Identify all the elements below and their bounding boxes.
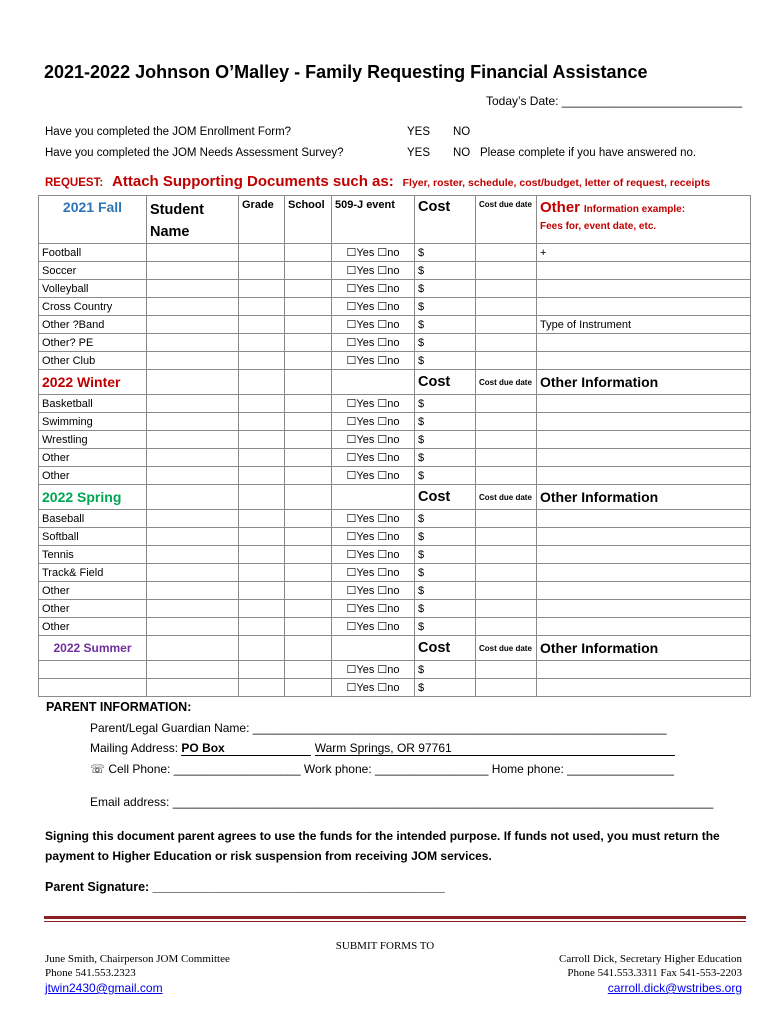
student-name-cell[interactable] bbox=[147, 618, 239, 636]
grade-cell[interactable] bbox=[239, 600, 285, 618]
table-row bbox=[39, 582, 751, 600]
activity-name: Other Club bbox=[39, 352, 147, 370]
student-name-cell[interactable] bbox=[147, 467, 239, 485]
table-row bbox=[39, 316, 751, 334]
answer-yes[interactable]: YES bbox=[407, 126, 431, 138]
right-contact-email[interactable]: carroll.dick@wstribes.org bbox=[607, 981, 742, 995]
event-checkbox[interactable]: ☐Yes ☐no bbox=[332, 449, 415, 467]
table-row bbox=[39, 244, 751, 262]
cost-cell[interactable]: $ bbox=[415, 510, 476, 528]
cost-cell[interactable]: $ bbox=[415, 467, 476, 485]
cost-cell[interactable]: $ bbox=[415, 600, 476, 618]
activity-name: Basketball bbox=[39, 395, 147, 413]
other-info-cell[interactable] bbox=[537, 413, 751, 431]
grade-cell[interactable] bbox=[239, 679, 285, 697]
event-checkbox[interactable]: ☐Yes ☐no bbox=[332, 334, 415, 352]
student-name-cell[interactable] bbox=[147, 528, 239, 546]
other-info-cell[interactable] bbox=[537, 431, 751, 449]
student-name-cell[interactable] bbox=[147, 298, 239, 316]
other-info-cell[interactable] bbox=[537, 528, 751, 546]
cost-cell[interactable]: $ bbox=[415, 395, 476, 413]
event-checkbox[interactable]: ☐Yes ☐no bbox=[332, 244, 415, 262]
cost-due-cell[interactable] bbox=[476, 298, 537, 316]
other-info-cell[interactable] bbox=[537, 467, 751, 485]
other-info-cell[interactable] bbox=[537, 582, 751, 600]
cost-cell[interactable]: $ bbox=[415, 679, 476, 697]
other-info-cell[interactable] bbox=[537, 449, 751, 467]
school-cell[interactable] bbox=[285, 298, 332, 316]
school-cell[interactable] bbox=[285, 280, 332, 298]
activity-name: Soccer bbox=[39, 262, 147, 280]
answer-no[interactable]: NO bbox=[453, 126, 471, 138]
table-row bbox=[39, 334, 751, 352]
cost-due-cell[interactable] bbox=[476, 510, 537, 528]
student-name-cell[interactable] bbox=[147, 352, 239, 370]
cost-header: Cost bbox=[415, 196, 476, 244]
cost-cell[interactable]: $ bbox=[415, 334, 476, 352]
activity-name: Other bbox=[39, 582, 147, 600]
school-cell[interactable] bbox=[285, 679, 332, 697]
cost-cell[interactable]: $ bbox=[415, 298, 476, 316]
table-row bbox=[39, 298, 751, 316]
event-checkbox[interactable]: ☐Yes ☐no bbox=[332, 431, 415, 449]
student-name-cell[interactable] bbox=[147, 431, 239, 449]
right-contact-name: Carroll Dick, Secretary Higher Education bbox=[559, 953, 742, 965]
cost-due-cell[interactable] bbox=[476, 352, 537, 370]
guardian-name-field[interactable]: Parent/Legal Guardian Name: ______________________________________________________________ bbox=[90, 721, 667, 735]
page-title: 2021-2022 Johnson O’Malley - Family Requesting Financial Assistance bbox=[44, 62, 648, 82]
answer-yes[interactable]: YES bbox=[407, 147, 431, 159]
event-checkbox[interactable]: ☐Yes ☐no bbox=[332, 546, 415, 564]
grade-cell[interactable] bbox=[239, 582, 285, 600]
cost-due-cell[interactable] bbox=[476, 244, 537, 262]
other-info-cell[interactable] bbox=[537, 618, 751, 636]
activity-name: Swimming bbox=[39, 413, 147, 431]
event-checkbox[interactable]: ☐Yes ☐no bbox=[332, 528, 415, 546]
season-fall-label: 2021 Fall bbox=[39, 196, 147, 244]
grade-cell[interactable] bbox=[239, 510, 285, 528]
cost-due-cell[interactable] bbox=[476, 280, 537, 298]
table-row bbox=[39, 449, 751, 467]
email-field[interactable]: Email address: _________________________________________________________________________________ bbox=[90, 795, 714, 809]
season-summer-label: 2022 Summer bbox=[39, 636, 147, 661]
event-checkbox[interactable]: ☐Yes ☐no bbox=[332, 618, 415, 636]
cost-cell[interactable]: $ bbox=[415, 564, 476, 582]
activity-name: Cross Country bbox=[39, 298, 147, 316]
school-cell[interactable] bbox=[285, 262, 332, 280]
activity-name: Softball bbox=[39, 528, 147, 546]
student-name-cell[interactable] bbox=[147, 582, 239, 600]
question-enrollment: Have you completed the JOM Enrollment Form? bbox=[45, 126, 292, 138]
cost-cell[interactable]: $ bbox=[415, 431, 476, 449]
event-header: 509-J event bbox=[332, 196, 415, 244]
spring-header-row bbox=[39, 485, 751, 510]
other-info-cell[interactable]: + bbox=[537, 244, 751, 262]
school-cell[interactable] bbox=[285, 352, 332, 370]
grade-cell[interactable] bbox=[239, 449, 285, 467]
table-row bbox=[39, 679, 751, 697]
other-info-header: Other Information bbox=[537, 370, 751, 395]
grade-cell[interactable] bbox=[239, 618, 285, 636]
table-row bbox=[39, 352, 751, 370]
school-cell[interactable] bbox=[285, 546, 332, 564]
grade-cell[interactable] bbox=[239, 546, 285, 564]
table-row bbox=[39, 431, 751, 449]
right-contact-phone: Phone 541.553.3311 Fax 541-553-2203 bbox=[567, 966, 742, 979]
grade-cell[interactable] bbox=[239, 352, 285, 370]
event-checkbox[interactable]: ☐Yes ☐no bbox=[332, 679, 415, 697]
table-row bbox=[39, 280, 751, 298]
table-row bbox=[39, 510, 751, 528]
cost-due-cell[interactable] bbox=[476, 600, 537, 618]
footer-right bbox=[559, 953, 742, 996]
request-examples: Flyer, roster, schedule, cost/budget, letter of request, receipts bbox=[402, 177, 711, 189]
left-contact-phone: Phone 541.553.2323 bbox=[45, 966, 136, 979]
activity-name: Other ?Band bbox=[39, 316, 147, 334]
student-name-cell[interactable] bbox=[147, 661, 239, 679]
cost-due-header: Cost due date bbox=[476, 196, 537, 244]
season-winter-label: 2022 Winter bbox=[39, 370, 147, 395]
left-contact-name: June Smith, Chairperson JOM Committee bbox=[45, 953, 230, 965]
activity-name: Other? PE bbox=[39, 334, 147, 352]
cost-due-cell[interactable] bbox=[476, 679, 537, 697]
table-row bbox=[39, 413, 751, 431]
grade-cell[interactable] bbox=[239, 316, 285, 334]
grade-cell[interactable] bbox=[239, 298, 285, 316]
footer-divider bbox=[44, 921, 746, 922]
event-checkbox[interactable]: ☐Yes ☐no bbox=[332, 661, 415, 679]
other-info-cell[interactable] bbox=[537, 334, 751, 352]
cost-due-cell[interactable] bbox=[476, 546, 537, 564]
cost-due-cell[interactable] bbox=[476, 316, 537, 334]
cost-due-cell[interactable] bbox=[476, 262, 537, 280]
cost-cell[interactable]: $ bbox=[415, 316, 476, 334]
fall-header-row bbox=[39, 196, 751, 244]
table-row bbox=[39, 262, 751, 280]
cost-due-cell[interactable] bbox=[476, 413, 537, 431]
other-info-cell[interactable] bbox=[537, 298, 751, 316]
school-cell[interactable] bbox=[285, 510, 332, 528]
activity-name: Football bbox=[39, 244, 147, 262]
po-box: PO Box bbox=[181, 741, 311, 756]
grade-cell[interactable] bbox=[239, 280, 285, 298]
activity-name: Track& Field bbox=[39, 564, 147, 582]
student-name-cell[interactable] bbox=[147, 244, 239, 262]
other-info-cell[interactable] bbox=[537, 262, 751, 280]
student-name-header: Student Name bbox=[147, 196, 239, 244]
parent-info-heading: PARENT INFORMATION: bbox=[46, 700, 192, 714]
activity-name: Other bbox=[39, 467, 147, 485]
table-row bbox=[39, 467, 751, 485]
other-info-cell[interactable] bbox=[537, 510, 751, 528]
event-checkbox[interactable]: ☐Yes ☐no bbox=[332, 316, 415, 334]
request-line bbox=[45, 173, 710, 191]
student-name-cell[interactable] bbox=[147, 262, 239, 280]
event-checkbox[interactable]: ☐Yes ☐no bbox=[332, 298, 415, 316]
grade-header: Grade bbox=[239, 196, 285, 244]
cost-cell[interactable]: $ bbox=[415, 528, 476, 546]
winter-header-row bbox=[39, 370, 751, 395]
cost-cell[interactable]: $ bbox=[415, 280, 476, 298]
table-row bbox=[39, 618, 751, 636]
cost-cell[interactable]: $ bbox=[415, 661, 476, 679]
cost-due-cell[interactable] bbox=[476, 395, 537, 413]
student-name-cell[interactable] bbox=[147, 600, 239, 618]
request-label: REQUEST: bbox=[45, 177, 104, 189]
footer-left bbox=[45, 953, 230, 996]
footer-divider bbox=[44, 916, 746, 919]
request-attach: Attach Supporting Documents such as: bbox=[112, 173, 394, 190]
student-name-cell[interactable] bbox=[147, 316, 239, 334]
cost-cell[interactable]: $ bbox=[415, 449, 476, 467]
table-row bbox=[39, 546, 751, 564]
activity-name: Wrestling bbox=[39, 431, 147, 449]
student-name-cell[interactable] bbox=[147, 564, 239, 582]
activity-name: Volleyball bbox=[39, 280, 147, 298]
cost-due-header: Cost due date bbox=[476, 370, 537, 395]
cost-header: Cost bbox=[415, 485, 476, 510]
submit-forms-heading: SUBMIT FORMS TO bbox=[335, 940, 435, 952]
event-checkbox[interactable]: ☐Yes ☐no bbox=[332, 280, 415, 298]
cost-cell[interactable]: $ bbox=[415, 582, 476, 600]
other-header: Other Information example: Fees for, event date, etc. bbox=[537, 196, 751, 244]
other-info-cell[interactable] bbox=[537, 280, 751, 298]
season-spring-label: 2022 Spring bbox=[39, 485, 147, 510]
cost-cell[interactable]: $ bbox=[415, 618, 476, 636]
grade-cell[interactable] bbox=[239, 528, 285, 546]
student-name-cell[interactable] bbox=[147, 546, 239, 564]
cost-header: Cost bbox=[415, 636, 476, 661]
grade-cell[interactable] bbox=[239, 395, 285, 413]
school-cell[interactable] bbox=[285, 334, 332, 352]
event-checkbox[interactable]: ☐Yes ☐no bbox=[332, 413, 415, 431]
other-info-cell[interactable] bbox=[537, 679, 751, 697]
table-row bbox=[39, 528, 751, 546]
left-contact-email[interactable]: jtwin2430@gmail.com bbox=[45, 981, 163, 995]
activity-name: Tennis bbox=[39, 546, 147, 564]
school-cell[interactable] bbox=[285, 467, 332, 485]
cost-due-cell[interactable] bbox=[476, 467, 537, 485]
activities-table bbox=[38, 195, 751, 697]
event-checkbox[interactable]: ☐Yes ☐no bbox=[332, 352, 415, 370]
school-cell[interactable] bbox=[285, 395, 332, 413]
grade-cell[interactable] bbox=[239, 467, 285, 485]
event-checkbox[interactable]: ☐Yes ☐no bbox=[332, 600, 415, 618]
grade-cell[interactable] bbox=[239, 661, 285, 679]
event-checkbox[interactable]: ☐Yes ☐no bbox=[332, 582, 415, 600]
grade-cell[interactable] bbox=[239, 413, 285, 431]
event-checkbox[interactable]: ☐Yes ☐no bbox=[332, 395, 415, 413]
other-info-header: Other Information bbox=[537, 485, 751, 510]
table-row bbox=[39, 600, 751, 618]
table-row bbox=[39, 661, 751, 679]
other-info-cell[interactable] bbox=[537, 395, 751, 413]
grade-cell[interactable] bbox=[239, 431, 285, 449]
school-cell[interactable] bbox=[285, 600, 332, 618]
cost-due-cell[interactable] bbox=[476, 564, 537, 582]
school-cell[interactable] bbox=[285, 316, 332, 334]
school-cell[interactable] bbox=[285, 449, 332, 467]
event-checkbox[interactable]: ☐Yes ☐no bbox=[332, 262, 415, 280]
cost-due-cell[interactable] bbox=[476, 449, 537, 467]
other-info-cell[interactable] bbox=[537, 600, 751, 618]
cost-cell[interactable]: $ bbox=[415, 352, 476, 370]
student-name-cell[interactable] bbox=[147, 280, 239, 298]
todays-date-field[interactable]: Today’s Date: ___________________________ bbox=[485, 94, 742, 108]
grade-cell[interactable] bbox=[239, 262, 285, 280]
student-name-cell[interactable] bbox=[147, 413, 239, 431]
answer-no[interactable]: NO bbox=[453, 147, 471, 159]
school-cell[interactable] bbox=[285, 244, 332, 262]
phone-fields[interactable]: ☏ Cell Phone: ___________________ Work phone: _________________ Home phone: ________________ bbox=[90, 762, 674, 776]
school-cell[interactable] bbox=[285, 618, 332, 636]
student-name-cell[interactable] bbox=[147, 334, 239, 352]
school-cell[interactable] bbox=[285, 431, 332, 449]
cost-cell[interactable]: $ bbox=[415, 244, 476, 262]
other-info-header: Other Information bbox=[537, 636, 751, 661]
cost-due-header: Cost due date bbox=[476, 636, 537, 661]
school-cell[interactable] bbox=[285, 661, 332, 679]
cost-due-header: Cost due date bbox=[476, 485, 537, 510]
cost-due-cell[interactable] bbox=[476, 618, 537, 636]
mailing-address-field[interactable] bbox=[90, 741, 675, 756]
activity-name bbox=[39, 661, 147, 679]
cost-header: Cost bbox=[415, 370, 476, 395]
question-needs-assessment: Have you completed the JOM Needs Assessment Survey? bbox=[45, 147, 344, 159]
city-state-zip: Warm Springs, OR 97761 bbox=[315, 741, 675, 756]
summer-header-row bbox=[39, 636, 751, 661]
school-header: School bbox=[285, 196, 332, 244]
school-cell[interactable] bbox=[285, 413, 332, 431]
cost-cell[interactable]: $ bbox=[415, 546, 476, 564]
cost-due-cell[interactable] bbox=[476, 334, 537, 352]
student-name-cell[interactable] bbox=[147, 395, 239, 413]
school-cell[interactable] bbox=[285, 582, 332, 600]
grade-cell[interactable] bbox=[239, 334, 285, 352]
event-checkbox[interactable]: ☐Yes ☐no bbox=[332, 467, 415, 485]
parent-signature-field[interactable]: Parent Signature: __________________________________________ bbox=[45, 880, 445, 894]
activity-name: Other bbox=[39, 449, 147, 467]
other-info-cell[interactable] bbox=[537, 661, 751, 679]
activity-name: Baseball bbox=[39, 510, 147, 528]
cost-due-cell[interactable] bbox=[476, 528, 537, 546]
school-cell[interactable] bbox=[285, 528, 332, 546]
table-row bbox=[39, 564, 751, 582]
activity-name bbox=[39, 679, 147, 697]
other-info-cell[interactable]: Type of Instrument bbox=[537, 316, 751, 334]
cost-cell[interactable]: $ bbox=[415, 262, 476, 280]
question-note: Please complete if you have answered no. bbox=[480, 147, 697, 159]
student-name-cell[interactable] bbox=[147, 679, 239, 697]
cost-due-cell[interactable] bbox=[476, 661, 537, 679]
other-info-cell[interactable] bbox=[537, 564, 751, 582]
event-checkbox[interactable]: ☐Yes ☐no bbox=[332, 564, 415, 582]
grade-cell[interactable] bbox=[239, 564, 285, 582]
table-row bbox=[39, 395, 751, 413]
cost-cell[interactable]: $ bbox=[415, 413, 476, 431]
other-info-cell[interactable] bbox=[537, 352, 751, 370]
other-info-cell[interactable] bbox=[537, 546, 751, 564]
activity-name: Other bbox=[39, 618, 147, 636]
student-name-cell[interactable] bbox=[147, 510, 239, 528]
school-cell[interactable] bbox=[285, 564, 332, 582]
cost-due-cell[interactable] bbox=[476, 431, 537, 449]
grade-cell[interactable] bbox=[239, 244, 285, 262]
activity-name: Other bbox=[39, 600, 147, 618]
event-checkbox[interactable]: ☐Yes ☐no bbox=[332, 510, 415, 528]
student-name-cell[interactable] bbox=[147, 449, 239, 467]
cost-due-cell[interactable] bbox=[476, 582, 537, 600]
mailing-label: Mailing Address: bbox=[90, 741, 179, 755]
agreement-text: Signing this document parent agrees to use the funds for the intended purpose. If funds not used, you must return the payment to Higher Education or risk suspension from receiving JOM services. bbox=[45, 829, 720, 863]
